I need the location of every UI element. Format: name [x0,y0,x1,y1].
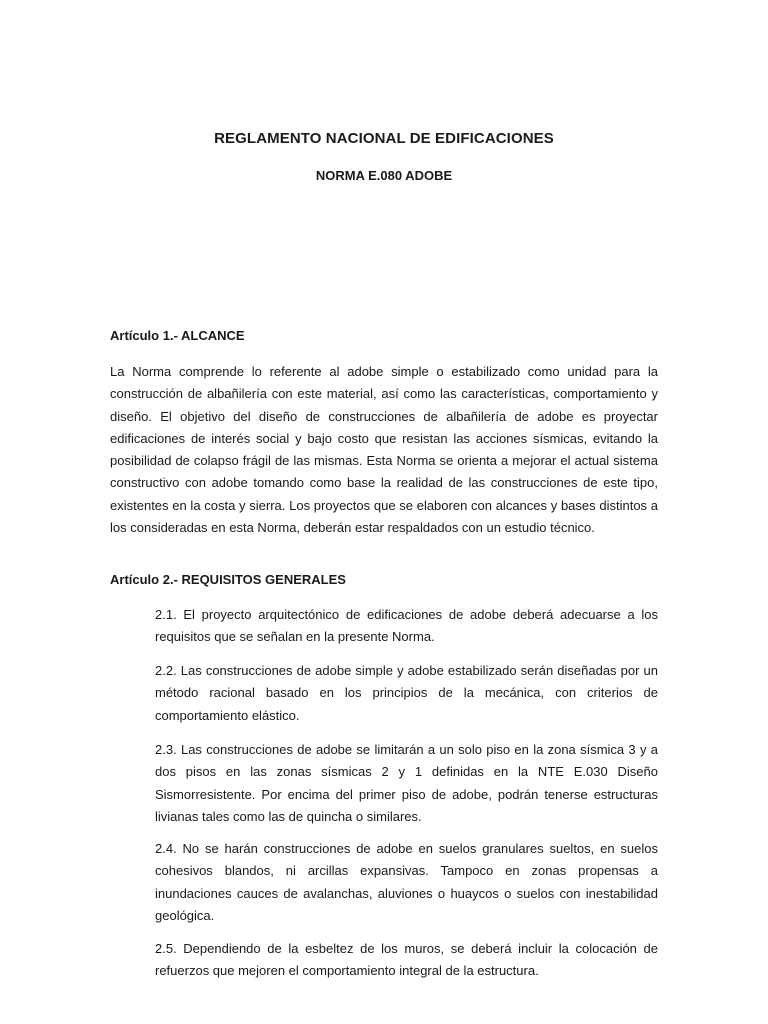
article-2-item-4: 2.4. No se harán construcciones de adobe en suelos granulares sueltos, en suelos cohesivos blandos, ni arcillas expansivas. Tampoco en zonas propensas a inundaciones cauces de avalanchas, aluviones o huaycos o suelos con inestabilidad geológica. [155,841,658,923]
article-2-item-3: 2.3. Las construcciones de adobe se limitarán a un solo piso en la zona sísmica 3 y a dos pisos en las zonas sísmicas 2 y 1 definidas en la NTE E.030 Diseño Sismorresistente. Por encima del primer piso de adobe, podrán tenerse estructuras livianas tales como las de quincha o similares. [155,742,658,824]
article-2-item-5: 2.5. Dependiendo de la esbeltez de los muros, se deberá incluir la colocación de refuerzos que mejoren el comportamiento integral de la estructura. [155,941,658,979]
document-subtitle: NORMA E.080 ADOBE [315,168,453,183]
article-1-paragraph: La Norma comprende lo referente al adobe simple o estabilizado como unidad para la construcción de albañilería con este material, así como las características, comportamiento y diseño. El objetivo del diseño de construcciones de albañilería de adobe es proyectar edificaciones de interés social y bajo costo que resistan las acciones sísmicas, evitando la posibilidad de colapso frágil de las mismas. Esta Norma se orienta a mejorar el actual sistema constructivo con adobe tomando como base la realidad de las construcciones de este tipo, existentes en la costa y sierra. Los proyectos que se elaboren con alcances y bases distintos a los consideradas en esta Norma, deberán estar respaldados con un estudio técnico. [110,364,658,536]
document-title: REGLAMENTO NACIONAL DE EDIFICACIONES [214,130,554,147]
article-2-heading: Artículo 2.- REQUISITOS GENERALES [110,572,346,587]
article-2-item-2: 2.2. Las construcciones de adobe simple y adobe estabilizado serán diseñadas por un método racional basado en los principios de la mecánica, con criterios de comportamiento elástico. [155,663,658,723]
article-1-heading: Artículo 1.- ALCANCE [110,328,245,343]
article-2-item-1: 2.1. El proyecto arquitectónico de edificaciones de adobe deberá adecuarse a los requisitos que se señalan en la presente Norma. [155,607,658,645]
